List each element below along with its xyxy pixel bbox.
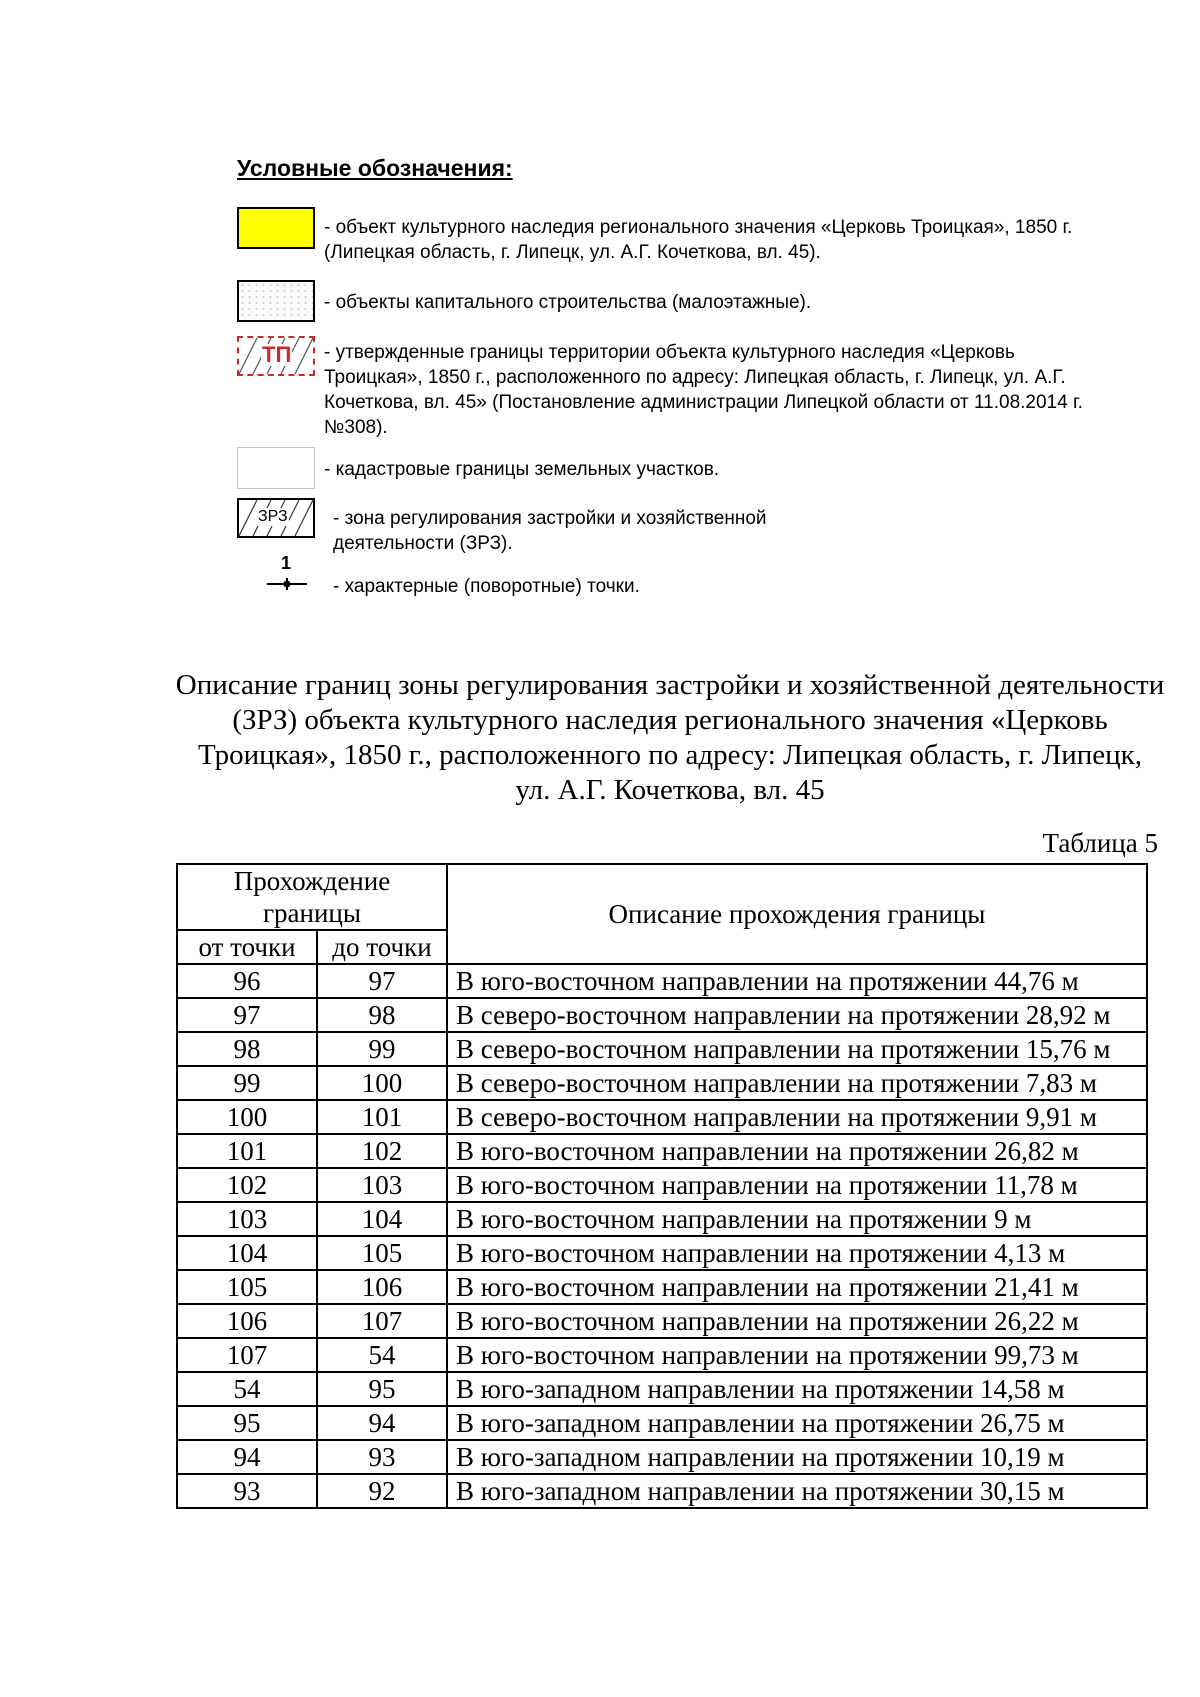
heading-line: Троицкая», 1850 г., расположенного по адресу: Липецкая область, г. Липецк, [197, 739, 1143, 771]
to-point-cell: 97 [317, 964, 447, 998]
zrz-hatch-icon [237, 498, 315, 538]
legend-title: Условные обозначения: [237, 155, 513, 181]
to-point-cell: 54 [317, 1338, 447, 1372]
description-cell: В юго-западном направлении на протяжении 30,15 м [447, 1474, 1147, 1508]
to-point-cell: 93 [317, 1440, 447, 1474]
from-point-cell: 100 [177, 1100, 317, 1134]
description-cell: В юго-западном направлении на протяжении 10,19 м [447, 1440, 1147, 1474]
description-cell: В юго-восточном направлении на протяжении 21,41 м [447, 1270, 1147, 1304]
table-row [177, 964, 1147, 998]
to-point-cell: 104 [317, 1202, 447, 1236]
to-point-cell: 107 [317, 1304, 447, 1338]
table-row [177, 1066, 1147, 1100]
from-point-cell: 103 [177, 1202, 317, 1236]
heading-line: Описание границ зоны регулирования застройки и хозяйственной деятельности [175, 669, 1165, 701]
to-point-cell: 103 [317, 1168, 447, 1202]
legend-text: - объекты капитального строительства (малоэтажные). [324, 292, 812, 313]
from-point-cell: 95 [177, 1406, 317, 1440]
document-heading [150, 668, 1190, 808]
description-cell: В юго-восточном направлении на протяжении 44,76 м [447, 964, 1147, 998]
header-group: Прохождение границы [177, 864, 447, 930]
from-point-cell: 54 [177, 1372, 317, 1406]
from-point-cell: 107 [177, 1338, 317, 1372]
description-cell: В северо-восточном направлении на протяжении 15,76 м [447, 1032, 1147, 1066]
table-row [177, 1100, 1147, 1134]
description-cell: В северо-восточном направлении на протяжении 28,92 м [447, 998, 1147, 1032]
description-cell: В северо-восточном направлении на протяжении 9,91 м [447, 1100, 1147, 1134]
table-row [177, 1202, 1147, 1236]
yellow-fill-icon [237, 207, 315, 249]
description-cell: В юго-восточном направлении на протяжении 26,22 м [447, 1304, 1147, 1338]
from-point-cell: 106 [177, 1304, 317, 1338]
table-row [177, 1338, 1147, 1372]
point-marker [237, 553, 315, 593]
from-point-cell: 104 [177, 1236, 317, 1270]
heading-line: ул. А.Г. Кочеткова, вл. 45 [515, 774, 825, 806]
description-cell: В юго-восточном направлении на протяжении 11,78 м [447, 1168, 1147, 1202]
zrz-label: ЗРЗ [258, 508, 288, 525]
table-row [177, 1134, 1147, 1168]
description-cell: В юго-западном направлении на протяжении 14,58 м [447, 1372, 1147, 1406]
table-row [177, 998, 1147, 1032]
description-cell: В юго-западном направлении на протяжении 26,75 м [447, 1406, 1147, 1440]
from-point-cell: 105 [177, 1270, 317, 1304]
to-point-cell: 106 [317, 1270, 447, 1304]
from-point-cell: 101 [177, 1134, 317, 1168]
to-point-cell: 94 [317, 1406, 447, 1440]
from-point-cell: 94 [177, 1440, 317, 1474]
from-point-cell: 97 [177, 998, 317, 1032]
legend-text: - характерные (поворотные) точки. [333, 576, 640, 597]
description-cell: В юго-восточном направлении на протяжении 4,13 м [447, 1236, 1147, 1270]
boundary-table [176, 863, 1148, 1509]
to-point-cell: 101 [317, 1100, 447, 1134]
building-hatch-icon [237, 280, 315, 322]
turning-point-icon [237, 553, 315, 593]
table-row [177, 1270, 1147, 1304]
to-point-cell: 102 [317, 1134, 447, 1168]
table-row [177, 1168, 1147, 1202]
from-point-cell: 96 [177, 964, 317, 998]
table-header-row [177, 864, 1147, 930]
legend-text: - зона регулирования застройки и хозяйственной деятельности (ЗРЗ). [333, 508, 767, 554]
table-caption: Таблица 5 [1042, 828, 1158, 858]
table-row [177, 1032, 1147, 1066]
tp-hatch-icon [237, 336, 315, 376]
to-point-cell: 100 [317, 1066, 447, 1100]
header-description: Описание прохождения границы [447, 864, 1147, 964]
from-point-cell: 98 [177, 1032, 317, 1066]
description-cell: В юго-восточном направлении на протяжении 99,73 м [447, 1338, 1147, 1372]
to-point-cell: 98 [317, 998, 447, 1032]
table-row [177, 1304, 1147, 1338]
point-number: 1 [281, 553, 292, 573]
from-point-cell: 102 [177, 1168, 317, 1202]
legend-text: - кадастровые границы земельных участков. [324, 459, 720, 480]
table-row [177, 1474, 1147, 1508]
to-point-cell: 99 [317, 1032, 447, 1066]
tp-label: ТП [262, 342, 292, 367]
header-from: от точки [177, 930, 317, 964]
to-point-cell: 95 [317, 1372, 447, 1406]
legend-text: - утвержденные границы территории объекта культурного наследия «Церковь Троицкая», 1850 г., расположенного по адресу: Липецкая область, г. Липецк, ул. А.Г. Кочеткова, вл. 45» (Постановление администрации Липецкой области от 11.08.2014 г. №308). [324, 342, 1083, 438]
table-row [177, 1236, 1147, 1270]
description-cell: В юго-восточном направлении на протяжении 26,82 м [447, 1134, 1147, 1168]
to-point-cell: 92 [317, 1474, 447, 1508]
description-cell: В юго-восточном направлении на протяжении 9 м [447, 1202, 1147, 1236]
table-row [177, 1440, 1147, 1474]
from-point-cell: 93 [177, 1474, 317, 1508]
heading-line: (ЗРЗ) объекта культурного наследия регионального значения «Церковь [232, 704, 1108, 736]
to-point-cell: 105 [317, 1236, 447, 1270]
table-row [177, 1372, 1147, 1406]
description-cell: В северо-восточном направлении на протяжении 7,83 м [447, 1066, 1147, 1100]
cadastral-boundary-icon [237, 447, 315, 489]
table-row [177, 1406, 1147, 1440]
from-point-cell: 99 [177, 1066, 317, 1100]
header-to: до точки [317, 930, 447, 964]
legend-text: - объект культурного наследия регионального значения «Церковь Троицкая», 1850 г. (Липецкая область, г. Липецк, ул. А.Г. Кочеткова, вл. 45). [324, 217, 1073, 263]
